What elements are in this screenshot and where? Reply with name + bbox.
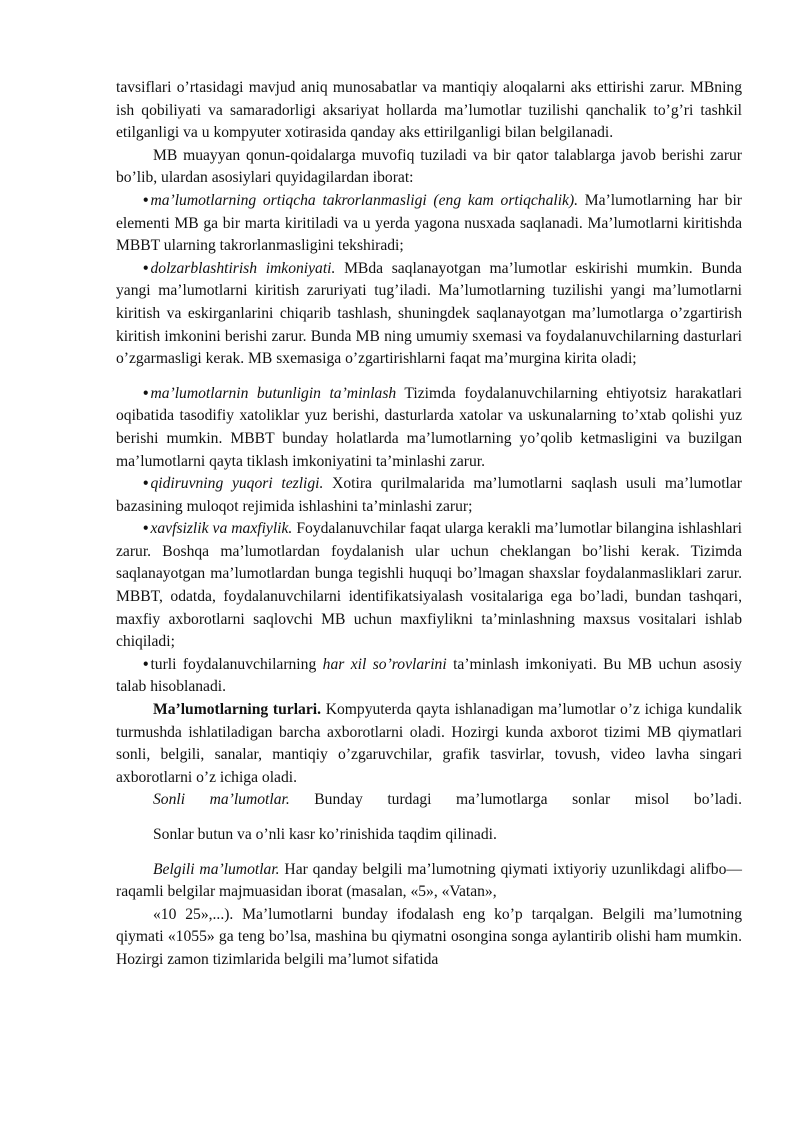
bullet-term: xavfsizlik va maxfiylik. (150, 520, 293, 538)
bullet-term: ma’lumotlarnin butunligin ta’minlash (150, 384, 397, 402)
bullet-icon: • (143, 384, 149, 402)
paragraph-intro: tavsiflari o’rtasidagi mavjud aniq munosabatlar va mantiqiy aloqalarni aks ettirishi zarur. MBning ish qobiliyati va samaradorligi aksariyat hollarda ma’lumotlar tuzilishi qanchalik to’g’ri tashkil etilganligi va u kompyuter xotirasida qanday aks ettirilganligi bilan belgilanadi. (116, 79, 742, 142)
bullet-text: Foydalanuvchilar faqat ularga kerakli ma’lumotlar bilangina ishlashlari zarur. Boshqa ma’lumotlardan foydalanish ular uchun cheklangan bo’lishi kerak. Tizimda saqlanayotgan ma’lumotlardan bunga tegishli huquqi bo’lmagan shaxslar foydalanmasliklari zarur. MBBT, odatda, foydalanuvchilarni identifikatsiyalash vositalariga ega bo’ladi, bundan tashqari, maxfiy axborotlarni saqlovchi MB uchun maxfiylikni ta’minlashning maxsus vositalari ishlab chiqiladi; (116, 520, 742, 651)
bullet-item-redundancy (116, 190, 742, 258)
bullet-icon: • (143, 520, 149, 538)
paragraph-data-types (116, 699, 742, 789)
section-text: Kompyuterda qayta ishlanadigan ma’lumotlar o’z ichiga kundalik turmushda ishlatiladigan barcha axborotlarni oladi. Hozirgi kunda axborot tizimi MB qiymatlari sonli, belgili, sanalar, mantiqiy o’zgaruvchilar, grafik tasvirlar, tovush, video lavha singari axborotlarni o’z ichiga oladi. (116, 701, 742, 786)
bullet-icon: • (143, 259, 149, 277)
numeric-text: Bunday turdagi ma’lumotlarga sonlar misol bo’ladi. (289, 791, 742, 809)
section-heading: Ma’lumotlarning turlari. (153, 701, 321, 719)
bullet-item-security (116, 518, 742, 654)
bullet-text: Ma’lumotlarning har bir elementi MB ga bir marta kiritiladi va u yerda yagona nusxada saqlanadi. Ma’lumotlarni kiritishda MBBT ularning takrorlanmasligini tekshiradi; (116, 191, 742, 255)
bullet-term: har xil so’rovlarini (322, 655, 447, 673)
document-page (116, 77, 742, 972)
bullet-item-updating (116, 258, 742, 371)
bullet-item-queries (116, 654, 742, 699)
bullet-icon: • (143, 655, 149, 673)
symbolic-text: Har qanday belgili ma’lumotning qiymati ixtiyoriy uzunlikdagi alifbo—raqamli belgilar majmuasidan iborat (masalan, «5», «Vatan», (116, 860, 742, 901)
bullet-text: Tizimda foydalanuvchilarning ehtiyotsiz harakatlari oqibatida tasodifiy xatoliklar yuz berishi, dasturlarda xatolar va uskunalarning to’xtab qolishi yuz berishi mumkin. MBBT bunday holatlarda ma’lumotlarning yo’qolib ketmasligini va buzilgan ma’lumotlarni qayta tiklash imkoniyatini ta’minlashi zarur. (116, 384, 742, 470)
symbolic-term: Belgili ma’lumotlar. (153, 860, 280, 878)
bullet-text-post: ta’minlash imkoniyati. Bu MB uchun asosiy talab hisoblanadi. (116, 655, 742, 696)
paragraph-numeric-forms: Sonlar butun va o’nli kasr ko’rinishida taqdim qilinadi. (153, 826, 497, 843)
numeric-term: Sonli ma’lumotlar. (153, 791, 290, 809)
bullet-item-integrity (116, 383, 742, 473)
paragraph-symbolic-continued: «10 25»,...). Ma’lumotlarni bunday ifodalash eng ko’p tarqalgan. Belgili ma’lumotning qiymati «1055» ga teng bo’lsa, mashina bu qiymatni osongina songa aylantirib olishi ham mumkin. Hozirgi zamon tizimlarida belgili ma’lumot sifatida (116, 905, 742, 968)
bullet-term: dolzarblashtirish imkoniyati. (150, 259, 336, 277)
bullet-icon: • (143, 191, 149, 209)
bullet-text: Xotira qurilmalarida ma’lumotlarni saqlash usuli ma’lumotlar bazasining muloqot rejimida ishlashini ta’minlashi zarur; (116, 475, 742, 515)
paragraph-requirements: MB muayyan qonun-qoidalarga muvofiq tuziladi va bir qator talablarga javob berishi zarur bo’lib, ulardan asosiylari quyidagilardan iborat: (116, 146, 742, 187)
bullet-term: qidiruvning yuqori tezligi. (150, 475, 324, 493)
paragraph-symbolic (116, 859, 742, 904)
bullet-text: MBda saqlanayotgan ma’lumotlar eskirishi mumkin. Bunda yangi ma’lumotlarni kiritish zaruriyati tug’iladi. Ma’lumotlarning tuzilishi yangi ma’lumotlarni kiritish va eskirganlarini chiqarib tashlash, shuningdek saqlanayotgan ma’lumotlarga o’zgartirish kiritish imkonini berishi zarur. Bunda MB ning umumiy sxemasi va foydalanuvchilarning dasturlari o’zgarmasligi kerak. MB sxemasiga o’zgartirishlarni faqat ma’murgina kirita oladi; (116, 259, 742, 368)
bullet-text-pre: turli foydalanuvchilarning (150, 655, 323, 673)
bullet-term: ma’lumotlarning ortiqcha takrorlanmasligi (eng kam ortiqchalik). (150, 191, 579, 209)
paragraph-numeric (116, 789, 742, 812)
bullet-icon: • (143, 475, 149, 493)
bullet-item-search-speed (116, 473, 742, 518)
